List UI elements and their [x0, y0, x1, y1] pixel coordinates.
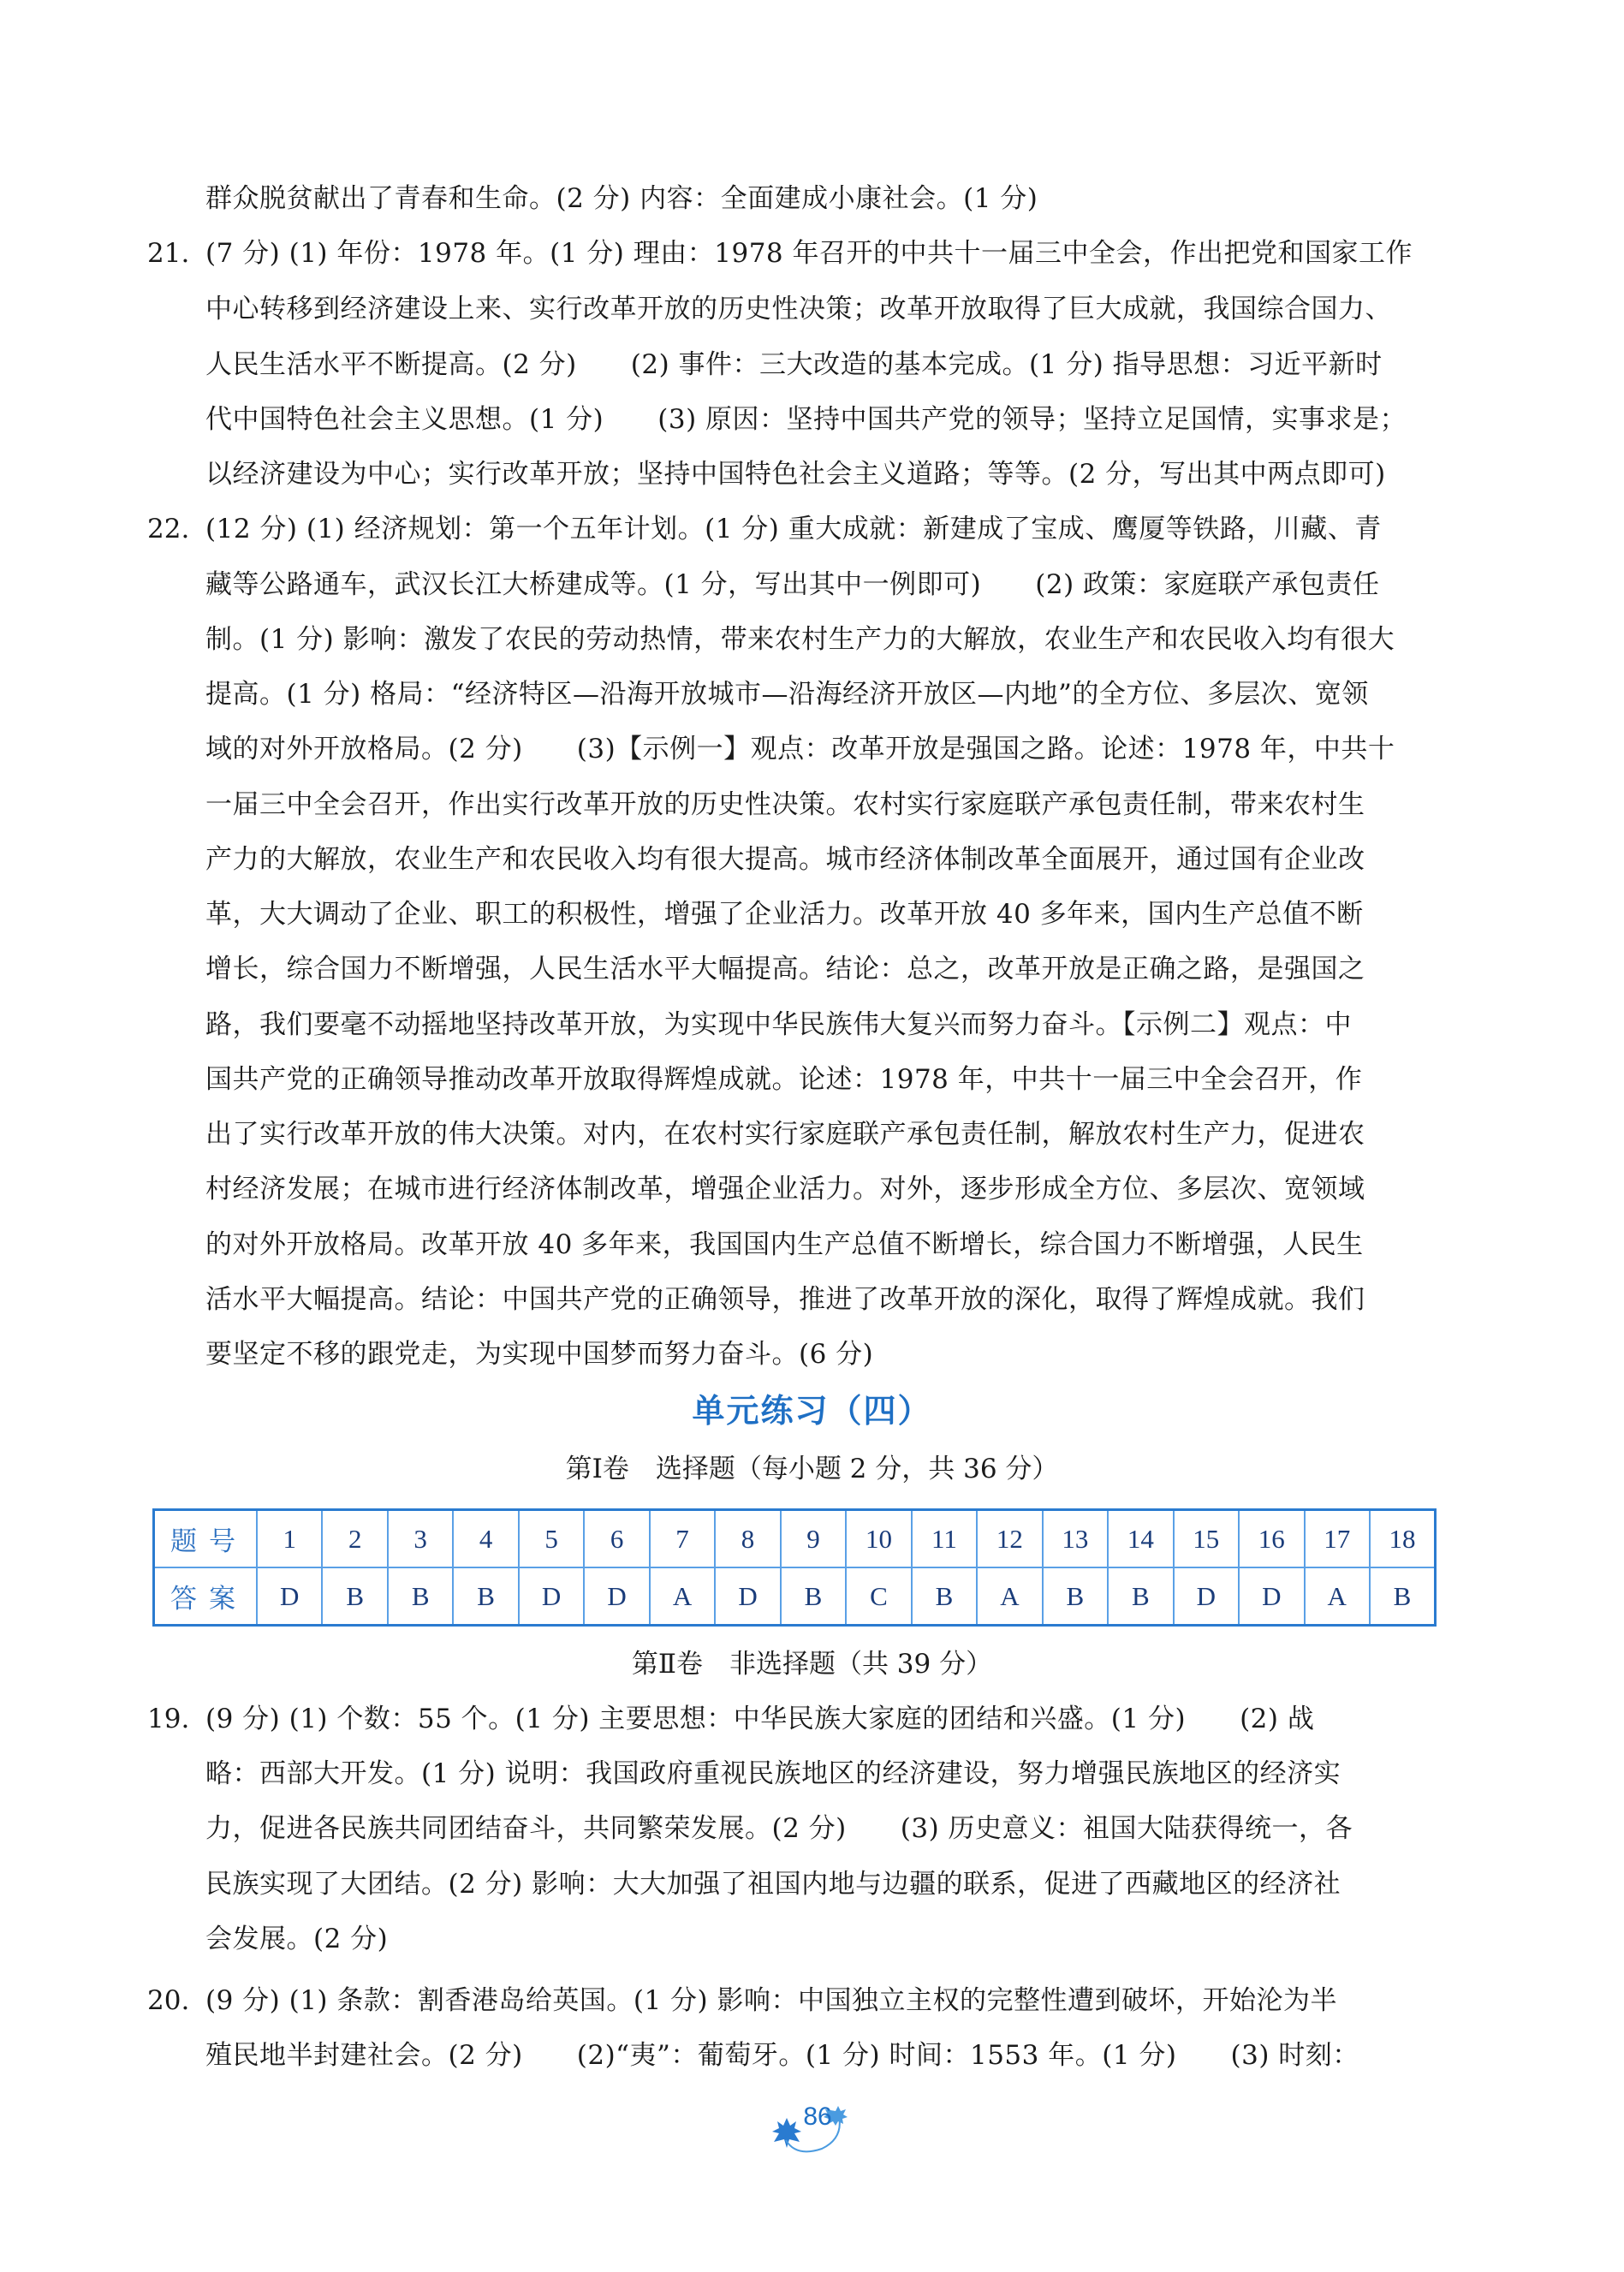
- text-line: 制。(1 分) 影响：激发了农民的劳动热情，带来农村生产力的大解放，农业生产和农民收入均有很大: [205, 624, 1395, 655]
- text-line: 村经济发展；在城市进行经济体制改革，增强企业活力。对外，逐步形成全方位、多层次、宽领域: [205, 1174, 1365, 1204]
- text-line: 增长，综合国力不断增强，人民生活水平大幅提高。结论：总之，改革开放是正确之路，是强国之: [205, 954, 1365, 984]
- table-cell: A: [650, 1567, 715, 1626]
- table-cell: B: [1043, 1567, 1108, 1626]
- table-cell: 8: [715, 1510, 780, 1568]
- text-line: (12 分) (1) 经济规划：第一个五年计划。(1 分) 重大成就：新建成了宝成、鹰厦等铁路，川藏、青: [205, 514, 1382, 544]
- table-cell: D: [715, 1567, 780, 1626]
- table-cell: 2: [322, 1510, 387, 1568]
- text-line: 人民生活水平不断提高。(2 分) (2) 事件：三大改造的基本完成。(1 分) 指导思想：习近平新时: [205, 349, 1383, 380]
- table-cell: A: [977, 1567, 1042, 1626]
- text-line: 域的对外开放格局。(2 分) (3)【示例一】观点：改革开放是强国之路。论述：1978 年，中共十: [205, 734, 1395, 764]
- question-number-20: 20.: [147, 1985, 190, 2016]
- question-number-22: 22.: [147, 514, 190, 544]
- table-cell: D: [584, 1567, 649, 1626]
- table-cell: 7: [650, 1510, 715, 1568]
- question-number-21: 21.: [147, 238, 190, 269]
- table-cell: 10: [846, 1510, 911, 1568]
- table-cell: 12: [977, 1510, 1042, 1568]
- table-cell: B: [322, 1567, 387, 1626]
- text-line: 产力的大解放，农业生产和农民收入均有很大提高。城市经济体制改革全面展开，通过国有企业改: [205, 844, 1365, 875]
- text-line: 提高。(1 分) 格局：“经济特区—沿海开放城市—沿海经济开放区—内地”的全方位、多层次、宽领: [205, 679, 1369, 710]
- table-cell: B: [1370, 1567, 1436, 1626]
- text-line: 代中国特色社会主义思想。(1 分) (3) 原因：坚持中国共产党的领导；坚持立足国情，实事求是；: [205, 404, 1407, 435]
- text-line: (9 分) (1) 个数：55 个。(1 分) 主要思想：中华民族大家庭的团结和兴盛。(1 分) (2) 战: [205, 1704, 1315, 1734]
- part2-title: 第Ⅱ卷 非选择题（共 39 分）: [631, 1649, 993, 1680]
- table-cell: B: [453, 1567, 518, 1626]
- table-cell: D: [1239, 1567, 1304, 1626]
- table-cell: 9: [781, 1510, 846, 1568]
- text-line: 略：西部大开发。(1 分) 说明：我国政府重视民族地区的经济建设，努力增强民族地区的经济实: [205, 1758, 1341, 1789]
- table-cell: 1: [257, 1510, 322, 1568]
- page-number-badge: [762, 2097, 856, 2157]
- table-header-answer: 答案: [154, 1567, 258, 1626]
- text-line: 一届三中全会召开，作出实行改革开放的历史性决策。农村实行家庭联产承包责任制，带来农村生: [205, 789, 1365, 820]
- table-cell: 6: [584, 1510, 649, 1568]
- table-cell: A: [1305, 1567, 1370, 1626]
- table-cell: B: [388, 1567, 453, 1626]
- text-line: 要坚定不移的跟党走，为实现中国梦而努力奋斗。(6 分): [205, 1339, 874, 1370]
- text-line: 以经济建设为中心；实行改革开放；坚持中国特色社会主义道路；等等。(2 分，写出其中两点即可): [205, 459, 1386, 490]
- table-cell: 13: [1043, 1510, 1108, 1568]
- text-line: 民族实现了大团结。(2 分) 影响：大大加强了祖国内地与边疆的联系，促进了西藏地区的经济社: [205, 1869, 1341, 1900]
- text-line: 会发展。(2 分): [205, 1924, 389, 1954]
- text-line: 出了实行改革开放的伟大决策。对内，在农村实行家庭联产承包责任制，解放农村生产力，促进农: [205, 1119, 1365, 1150]
- answer-table: [152, 1508, 1437, 1627]
- text-line: 力，促进各民族共同团结奋斗，共同繁荣发展。(2 分) (3) 历史意义：祖国大陆获得统一，各: [205, 1813, 1353, 1844]
- table-header-number: 题号: [154, 1510, 258, 1568]
- part1-title: 第Ⅰ卷 选择题（每小题 2 分，共 36 分）: [565, 1454, 1059, 1484]
- table-cell: 16: [1239, 1510, 1304, 1568]
- table-cell: 4: [453, 1510, 518, 1568]
- table-cell: B: [781, 1567, 846, 1626]
- text-line: 国共产党的正确领导推动改革开放取得辉煌成就。论述：1978 年，中共十一届三中全会召开，作: [205, 1064, 1363, 1095]
- table-cell: D: [1174, 1567, 1239, 1626]
- text-line: 的对外开放格局。改革开放 40 多年来，我国国内生产总值不断增长，综合国力不断增强，人民生: [205, 1229, 1364, 1260]
- text-line: 活水平大幅提高。结论：中国共产党的正确领导，推进了改革开放的深化，取得了辉煌成就。我们: [205, 1284, 1365, 1315]
- text-line: 路，我们要毫不动摇地坚持改革开放，为实现中华民族伟大复兴而努力奋斗。【示例二】观点：中: [205, 1009, 1352, 1040]
- table-cell: 17: [1305, 1510, 1370, 1568]
- text-line: (7 分) (1) 年份：1978 年。(1 分) 理由：1978 年召开的中共十一届三中全会，作出把党和国家工作: [205, 238, 1413, 269]
- table-cell: 5: [519, 1510, 584, 1568]
- table-row-question-numbers: [154, 1510, 1436, 1568]
- table-cell: B: [912, 1567, 977, 1626]
- table-cell: D: [519, 1567, 584, 1626]
- table-cell: 11: [912, 1510, 977, 1568]
- table-cell: B: [1108, 1567, 1173, 1626]
- table-cell: C: [846, 1567, 911, 1626]
- text-line: 革，大大调动了企业、职工的积极性，增强了企业活力。改革开放 40 多年来，国内生产总值不断: [205, 899, 1364, 930]
- page-number: 86: [803, 2102, 832, 2131]
- text-line: 藏等公路通车，武汉长江大桥建成等。(1 分，写出其中一例即可) (2) 政策：家庭联产承包责任: [205, 569, 1380, 600]
- table-cell: 14: [1108, 1510, 1173, 1568]
- table-cell: 15: [1174, 1510, 1239, 1568]
- question-number-19: 19.: [147, 1704, 190, 1734]
- section-title: 单元练习（四）: [692, 1391, 932, 1430]
- table-cell: 18: [1370, 1510, 1436, 1568]
- text-line: 群众脱贫献出了青春和生命。(2 分) 内容：全面建成小康社会。(1 分): [205, 183, 1038, 214]
- table-cell: 3: [388, 1510, 453, 1568]
- table-row-answers: [154, 1567, 1436, 1626]
- text-line: 殖民地半封建社会。(2 分) (2)“夷”：葡萄牙。(1 分) 时间：1553 年。(1 分) (3) 时刻：: [205, 2040, 1359, 2071]
- table-cell: D: [257, 1567, 322, 1626]
- text-line: 中心转移到经济建设上来、实行改革开放的历史性决策；改革开放取得了巨大成就，我国综合国力、: [205, 294, 1392, 324]
- text-line: (9 分) (1) 条款：割香港岛给英国。(1 分) 影响：中国独立主权的完整性遭到破坏，开始沦为半: [205, 1985, 1338, 2016]
